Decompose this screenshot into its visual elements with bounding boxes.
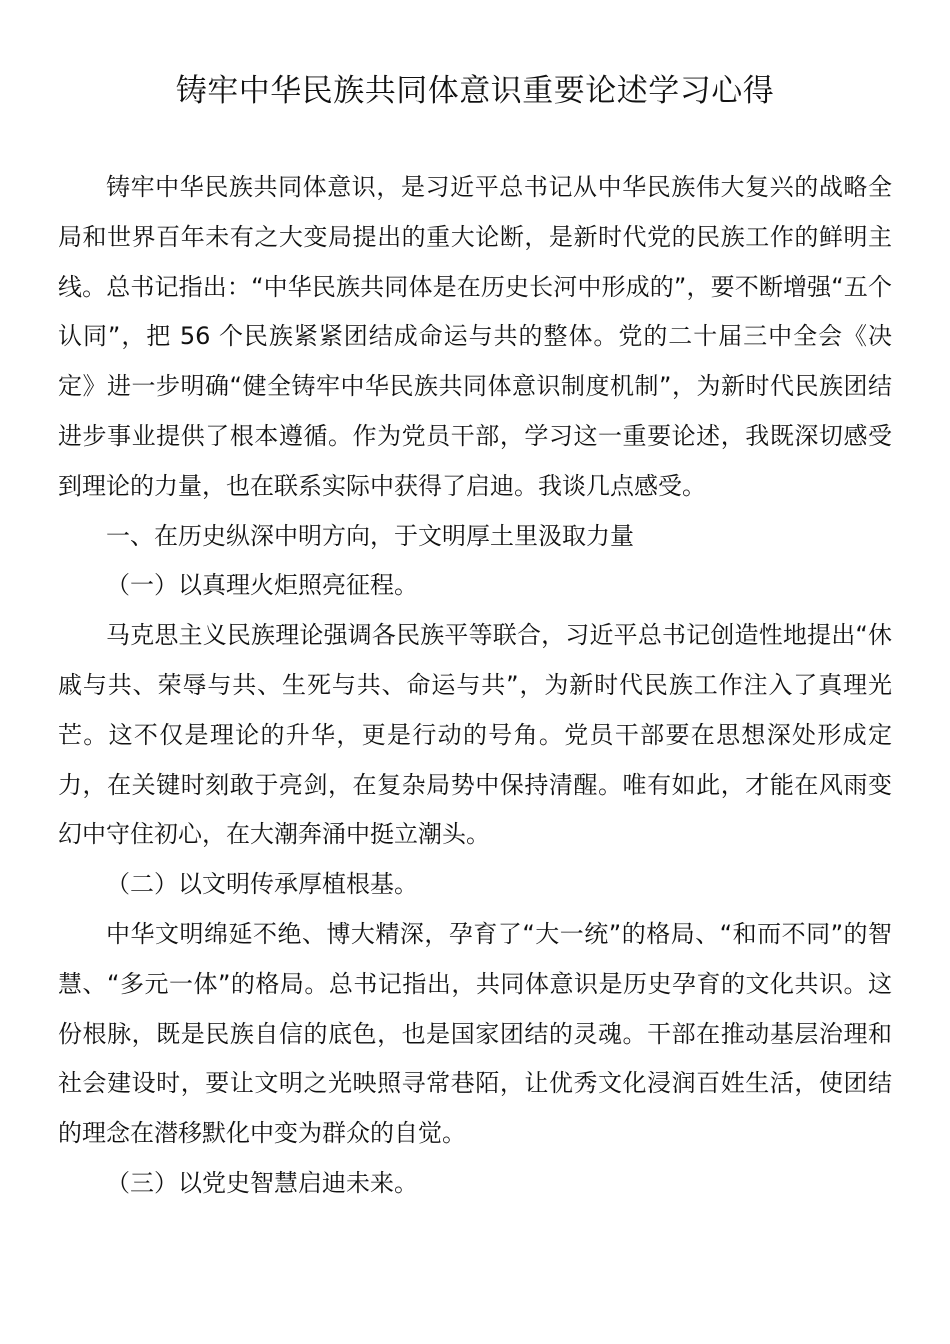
document-title: 铸牢中华民族共同体意识重要论述学习心得 <box>175 73 775 109</box>
subsection-heading-1: （一）以真理火炬照亮征程。 <box>106 571 418 600</box>
intro-paragraph: 铸牢中华民族共同体意识，是习近平总书记从中华民族伟大复兴的战略全局和世界百年未有之大变局提出的重大论断，是新时代党的民族工作的鲜明主线。总书记指出：“中华民族共同体是在历史长河中形成的”，要不断增强“五个认同”，把 56 个民族紧紧团结成命运与共的整体。党的二十届三中全会《决定》进一步明确“健全铸牢中华民族共同体意识制度机制”，为新时代民族团结进步事业提供了根本遵循。作为党员干部，学习这一重要论述，我既深切感受到理论的力量，也在联系实际中获得了启迪。我谈几点感受。 <box>58 173 892 500</box>
document-body <box>58 163 892 1209</box>
section-heading-1: 一、在历史纵深中明方向，于文明厚土里汲取力量 <box>106 521 634 550</box>
subsection-paragraph-1: 马克思主义民族理论强调各民族平等联合，习近平总书记创造性地提出“休戚与共、荣辱与共、生死与共、命运与共”，为新时代民族工作注入了真理光芒。这不仅是理论的升华，更是行动的号角。党员干部要在思想深处形成定力，在关键时刻敢于亮剑，在复杂局势中保持清醒。唯有如此，才能在风雨变幻中守住初心，在大潮奔涌中挺立潮头。 <box>58 621 892 849</box>
subsection-paragraph-2: 中华文明绵延不绝、博大精深，孕育了“大一统”的格局、“和而不同”的智慧、“多元一体”的格局。总书记指出，共同体意识是历史孕育的文化共识。这份根脉，既是民族自信的底色，也是国家团结的灵魂。干部在推动基层治理和社会建设时，要让文明之光映照寻常巷陌，让优秀文化浸润百姓生活，使团结的理念在潜移默化中变为群众的自觉。 <box>58 919 892 1148</box>
subsection-heading-2: （二）以文明传承厚植根基。 <box>106 870 418 899</box>
subsection-heading-3: （三）以党史智慧启迪未来。 <box>106 1168 418 1197</box>
